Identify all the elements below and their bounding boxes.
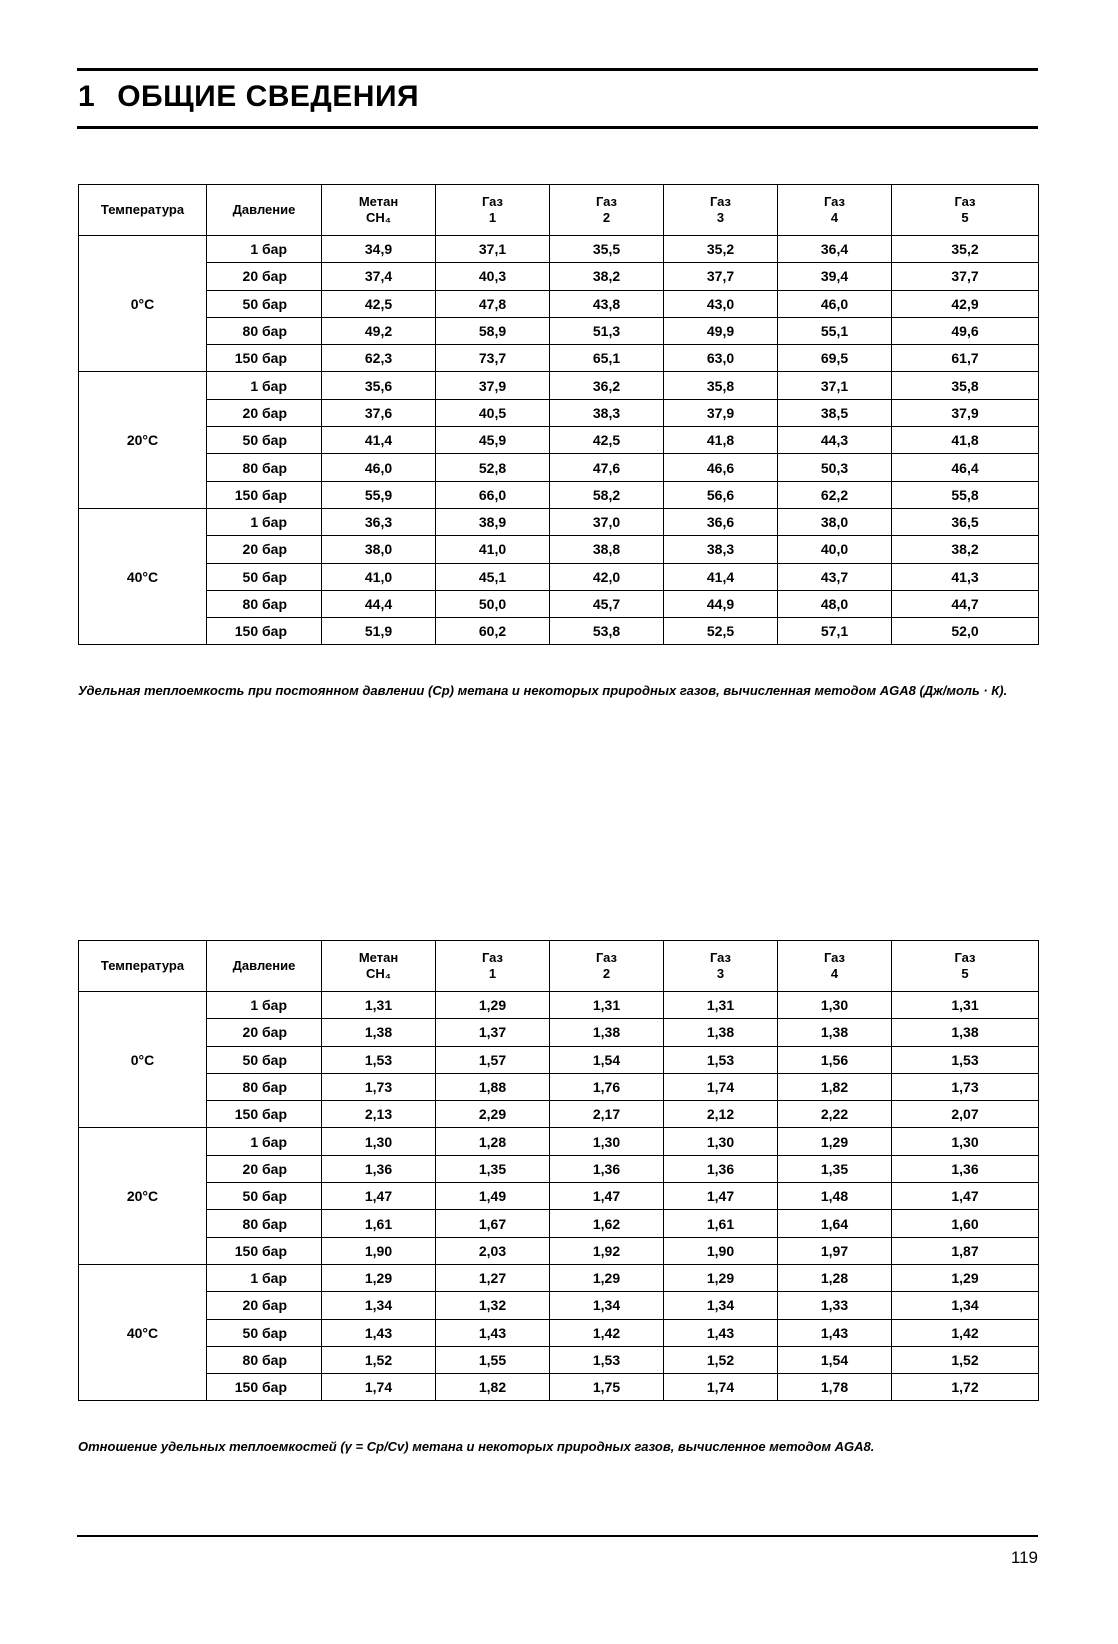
value-cell: 1,74: [664, 1374, 778, 1401]
value-cell: 40,5: [436, 399, 550, 426]
column-header: Газ 3: [664, 185, 778, 236]
pressure-cell: 150 бар: [207, 1101, 322, 1128]
pressure-cell: 80 бар: [207, 1210, 322, 1237]
pressure-cell: 20 бар: [207, 1292, 322, 1319]
pressure-cell: 1 бар: [207, 236, 322, 263]
value-cell: 42,9: [892, 290, 1039, 317]
value-cell: 66,0: [436, 481, 550, 508]
column-header: Газ 1: [436, 185, 550, 236]
value-cell: 49,9: [664, 317, 778, 344]
column-header: Газ 5: [892, 941, 1039, 992]
table-row: [79, 481, 1039, 508]
table-row: [79, 1292, 1039, 1319]
value-cell: 1,52: [322, 1346, 436, 1373]
cp-table: [78, 184, 1039, 645]
value-cell: 2,07: [892, 1101, 1039, 1128]
value-cell: 1,47: [664, 1183, 778, 1210]
value-cell: 34,9: [322, 236, 436, 263]
value-cell: 1,67: [436, 1210, 550, 1237]
value-cell: 1,38: [322, 1019, 436, 1046]
value-cell: 1,82: [436, 1374, 550, 1401]
value-cell: 43,8: [550, 290, 664, 317]
value-cell: 52,0: [892, 618, 1039, 645]
value-cell: 1,31: [322, 992, 436, 1019]
table-row: [79, 992, 1039, 1019]
value-cell: 1,37: [436, 1019, 550, 1046]
value-cell: 55,8: [892, 481, 1039, 508]
value-cell: 69,5: [778, 345, 892, 372]
value-cell: 44,7: [892, 590, 1039, 617]
value-cell: 37,9: [436, 372, 550, 399]
table-row: [79, 372, 1039, 399]
value-cell: 38,9: [436, 508, 550, 535]
value-cell: 37,6: [322, 399, 436, 426]
value-cell: 44,4: [322, 590, 436, 617]
value-cell: 2,12: [664, 1101, 778, 1128]
temperature-cell: 40°C: [79, 508, 207, 644]
value-cell: 35,6: [322, 372, 436, 399]
pressure-cell: 80 бар: [207, 590, 322, 617]
pressure-cell: 1 бар: [207, 1264, 322, 1291]
pressure-cell: 1 бар: [207, 508, 322, 535]
table-row: [79, 1155, 1039, 1182]
value-cell: 1,43: [436, 1319, 550, 1346]
value-cell: 1,43: [322, 1319, 436, 1346]
value-cell: 1,48: [778, 1183, 892, 1210]
column-header: Газ 1: [436, 941, 550, 992]
value-cell: 1,64: [778, 1210, 892, 1237]
value-cell: 46,0: [322, 454, 436, 481]
pressure-cell: 150 бар: [207, 345, 322, 372]
value-cell: 36,3: [322, 508, 436, 535]
value-cell: 1,34: [322, 1292, 436, 1319]
value-cell: 1,34: [550, 1292, 664, 1319]
value-cell: 45,9: [436, 427, 550, 454]
value-cell: 1,47: [322, 1183, 436, 1210]
page-number: 119: [1010, 1548, 1038, 1567]
value-cell: 1,53: [550, 1346, 664, 1373]
value-cell: 1,87: [892, 1237, 1039, 1264]
value-cell: 65,1: [550, 345, 664, 372]
value-cell: 1,31: [892, 992, 1039, 1019]
value-cell: 35,2: [892, 236, 1039, 263]
table-row: [79, 345, 1039, 372]
value-cell: 1,47: [892, 1183, 1039, 1210]
page-title: [78, 80, 419, 114]
value-cell: 1,78: [778, 1374, 892, 1401]
value-cell: 1,32: [436, 1292, 550, 1319]
value-cell: 38,2: [892, 536, 1039, 563]
value-cell: 60,2: [436, 618, 550, 645]
title-rule: [77, 126, 1038, 129]
table-row: [79, 618, 1039, 645]
value-cell: 1,53: [892, 1046, 1039, 1073]
value-cell: 41,4: [664, 563, 778, 590]
value-cell: 42,5: [550, 427, 664, 454]
column-header: Газ 2: [550, 185, 664, 236]
value-cell: 37,7: [664, 263, 778, 290]
value-cell: 1,27: [436, 1264, 550, 1291]
value-cell: 1,61: [322, 1210, 436, 1237]
value-cell: 1,29: [436, 992, 550, 1019]
value-cell: 58,2: [550, 481, 664, 508]
value-cell: 36,5: [892, 508, 1039, 535]
value-cell: 38,3: [664, 536, 778, 563]
value-cell: 58,9: [436, 317, 550, 344]
value-cell: 1,30: [550, 1128, 664, 1155]
value-cell: 1,72: [892, 1374, 1039, 1401]
value-cell: 1,42: [892, 1319, 1039, 1346]
table-row: [79, 1210, 1039, 1237]
value-cell: 1,30: [664, 1128, 778, 1155]
value-cell: 41,0: [322, 563, 436, 590]
value-cell: 2,29: [436, 1101, 550, 1128]
pressure-cell: 80 бар: [207, 1073, 322, 1100]
value-cell: 62,3: [322, 345, 436, 372]
value-cell: 1,29: [322, 1264, 436, 1291]
column-header: Давление: [207, 185, 322, 236]
value-cell: 1,28: [778, 1264, 892, 1291]
gamma-table: [78, 940, 1039, 1401]
value-cell: 52,8: [436, 454, 550, 481]
column-header: Газ 2: [550, 941, 664, 992]
value-cell: 1,34: [664, 1292, 778, 1319]
value-cell: 36,2: [550, 372, 664, 399]
value-cell: 37,1: [778, 372, 892, 399]
value-cell: 1,92: [550, 1237, 664, 1264]
column-header: Температура: [79, 941, 207, 992]
value-cell: 37,7: [892, 263, 1039, 290]
value-cell: 1,36: [322, 1155, 436, 1182]
pressure-cell: 20 бар: [207, 1155, 322, 1182]
value-cell: 46,0: [778, 290, 892, 317]
value-cell: 1,31: [664, 992, 778, 1019]
temperature-cell: 20°C: [79, 372, 207, 508]
value-cell: 49,2: [322, 317, 436, 344]
pressure-cell: 50 бар: [207, 290, 322, 317]
table-row: [79, 508, 1039, 535]
value-cell: 1,29: [778, 1128, 892, 1155]
value-cell: 38,0: [322, 536, 436, 563]
pressure-cell: 50 бар: [207, 563, 322, 590]
value-cell: 46,6: [664, 454, 778, 481]
value-cell: 1,30: [778, 992, 892, 1019]
pressure-cell: 20 бар: [207, 399, 322, 426]
value-cell: 1,30: [322, 1128, 436, 1155]
value-cell: 44,3: [778, 427, 892, 454]
value-cell: 53,8: [550, 618, 664, 645]
value-cell: 41,4: [322, 427, 436, 454]
pressure-cell: 50 бар: [207, 427, 322, 454]
value-cell: 1,49: [436, 1183, 550, 1210]
pressure-cell: 80 бар: [207, 317, 322, 344]
temperature-cell: 40°C: [79, 1264, 207, 1400]
value-cell: 1,38: [892, 1019, 1039, 1046]
value-cell: 1,55: [436, 1346, 550, 1373]
value-cell: 1,38: [550, 1019, 664, 1046]
value-cell: 45,1: [436, 563, 550, 590]
value-cell: 62,2: [778, 481, 892, 508]
table-row: [79, 317, 1039, 344]
value-cell: 1,53: [664, 1046, 778, 1073]
value-cell: 1,28: [436, 1128, 550, 1155]
value-cell: 50,3: [778, 454, 892, 481]
table-row: [79, 263, 1039, 290]
value-cell: 1,35: [778, 1155, 892, 1182]
column-header: Давление: [207, 941, 322, 992]
value-cell: 1,61: [664, 1210, 778, 1237]
value-cell: 1,90: [322, 1237, 436, 1264]
column-header: Газ 4: [778, 185, 892, 236]
value-cell: 1,76: [550, 1073, 664, 1100]
pressure-cell: 50 бар: [207, 1183, 322, 1210]
value-cell: 37,9: [892, 399, 1039, 426]
pressure-cell: 20 бар: [207, 536, 322, 563]
value-cell: 38,2: [550, 263, 664, 290]
bottom-rule: [77, 1535, 1038, 1537]
pressure-cell: 50 бар: [207, 1046, 322, 1073]
table-row: [79, 590, 1039, 617]
value-cell: 40,0: [778, 536, 892, 563]
header-row: [79, 185, 1039, 236]
value-cell: 44,9: [664, 590, 778, 617]
value-cell: 41,3: [892, 563, 1039, 590]
value-cell: 1,56: [778, 1046, 892, 1073]
value-cell: 1,57: [436, 1046, 550, 1073]
pressure-cell: 80 бар: [207, 1346, 322, 1373]
value-cell: 55,1: [778, 317, 892, 344]
value-cell: 37,1: [436, 236, 550, 263]
value-cell: 38,3: [550, 399, 664, 426]
value-cell: 73,7: [436, 345, 550, 372]
value-cell: 41,0: [436, 536, 550, 563]
value-cell: 1,73: [892, 1073, 1039, 1100]
column-header: Газ 3: [664, 941, 778, 992]
value-cell: 57,1: [778, 618, 892, 645]
pressure-cell: 150 бар: [207, 1237, 322, 1264]
value-cell: 63,0: [664, 345, 778, 372]
value-cell: 1,29: [550, 1264, 664, 1291]
value-cell: 1,88: [436, 1073, 550, 1100]
table-row: [79, 1019, 1039, 1046]
value-cell: 1,97: [778, 1237, 892, 1264]
value-cell: 1,74: [664, 1073, 778, 1100]
table-row: [79, 1183, 1039, 1210]
value-cell: 2,03: [436, 1237, 550, 1264]
table-row: [79, 536, 1039, 563]
pressure-cell: 80 бар: [207, 454, 322, 481]
value-cell: 49,6: [892, 317, 1039, 344]
temperature-cell: 20°C: [79, 1128, 207, 1264]
section-title: ОБЩИЕ СВЕДЕНИЯ: [117, 80, 420, 113]
table-row: [79, 1319, 1039, 1346]
table-row: [79, 399, 1039, 426]
value-cell: 1,82: [778, 1073, 892, 1100]
section-number: 1: [78, 80, 96, 113]
value-cell: 1,34: [892, 1292, 1039, 1319]
column-header: Метан CH₄: [322, 941, 436, 992]
value-cell: 1,62: [550, 1210, 664, 1237]
value-cell: 1,52: [664, 1346, 778, 1373]
table-row: [79, 1101, 1039, 1128]
table-row: [79, 454, 1039, 481]
table-row: [79, 1374, 1039, 1401]
table-row: [79, 427, 1039, 454]
value-cell: 47,8: [436, 290, 550, 317]
value-cell: 37,9: [664, 399, 778, 426]
value-cell: 1,54: [778, 1346, 892, 1373]
temperature-cell: 0°C: [79, 236, 207, 372]
value-cell: 1,35: [436, 1155, 550, 1182]
value-cell: 1,33: [778, 1292, 892, 1319]
value-cell: 36,4: [778, 236, 892, 263]
pressure-cell: 1 бар: [207, 1128, 322, 1155]
value-cell: 47,6: [550, 454, 664, 481]
temperature-cell: 0°C: [79, 992, 207, 1128]
pressure-cell: 150 бар: [207, 618, 322, 645]
value-cell: 51,9: [322, 618, 436, 645]
pressure-cell: 50 бар: [207, 1319, 322, 1346]
value-cell: 43,0: [664, 290, 778, 317]
value-cell: 39,4: [778, 263, 892, 290]
value-cell: 37,0: [550, 508, 664, 535]
value-cell: 1,73: [322, 1073, 436, 1100]
value-cell: 38,8: [550, 536, 664, 563]
value-cell: 2,22: [778, 1101, 892, 1128]
pressure-cell: 150 бар: [207, 1374, 322, 1401]
value-cell: 1,60: [892, 1210, 1039, 1237]
cp-table-caption: Удельная теплоемкость при постоянном давлении (Cp) метана и некоторых природных газов, вычисленная методом AGA8 (Дж/моль · К).: [78, 683, 1008, 698]
pressure-cell: 20 бар: [207, 263, 322, 290]
value-cell: 1,36: [892, 1155, 1039, 1182]
table-row: [79, 1237, 1039, 1264]
value-cell: 1,31: [550, 992, 664, 1019]
value-cell: 46,4: [892, 454, 1039, 481]
column-header: Температура: [79, 185, 207, 236]
value-cell: 42,5: [322, 290, 436, 317]
value-cell: 52,5: [664, 618, 778, 645]
value-cell: 61,7: [892, 345, 1039, 372]
value-cell: 1,29: [892, 1264, 1039, 1291]
value-cell: 55,9: [322, 481, 436, 508]
table-row: [79, 290, 1039, 317]
value-cell: 1,42: [550, 1319, 664, 1346]
value-cell: 1,36: [664, 1155, 778, 1182]
pressure-cell: 150 бар: [207, 481, 322, 508]
pressure-cell: 20 бар: [207, 1019, 322, 1046]
value-cell: 1,43: [778, 1319, 892, 1346]
value-cell: 40,3: [436, 263, 550, 290]
value-cell: 43,7: [778, 563, 892, 590]
table-row: [79, 236, 1039, 263]
value-cell: 2,17: [550, 1101, 664, 1128]
table-row: [79, 1346, 1039, 1373]
column-header: Газ 4: [778, 941, 892, 992]
value-cell: 1,75: [550, 1374, 664, 1401]
gamma-table-caption: Отношение удельных теплоемкостей (γ = Cp/Cv) метана и некоторых природных газов, вычисленное методом AGA8.: [78, 1439, 875, 1454]
value-cell: 35,2: [664, 236, 778, 263]
value-cell: 38,0: [778, 508, 892, 535]
value-cell: 35,8: [664, 372, 778, 399]
value-cell: 1,54: [550, 1046, 664, 1073]
value-cell: 1,43: [664, 1319, 778, 1346]
value-cell: 1,52: [892, 1346, 1039, 1373]
value-cell: 35,5: [550, 236, 664, 263]
table-row: [79, 1264, 1039, 1291]
value-cell: 1,38: [664, 1019, 778, 1046]
value-cell: 1,38: [778, 1019, 892, 1046]
value-cell: 35,8: [892, 372, 1039, 399]
column-header: Метан CH₄: [322, 185, 436, 236]
value-cell: 1,53: [322, 1046, 436, 1073]
pressure-cell: 1 бар: [207, 372, 322, 399]
value-cell: 45,7: [550, 590, 664, 617]
value-cell: 1,90: [664, 1237, 778, 1264]
value-cell: 1,74: [322, 1374, 436, 1401]
table-row: [79, 1046, 1039, 1073]
value-cell: 1,30: [892, 1128, 1039, 1155]
value-cell: 1,29: [664, 1264, 778, 1291]
value-cell: 38,5: [778, 399, 892, 426]
value-cell: 42,0: [550, 563, 664, 590]
value-cell: 1,47: [550, 1183, 664, 1210]
top-rule: [77, 68, 1038, 71]
value-cell: 41,8: [664, 427, 778, 454]
value-cell: 1,36: [550, 1155, 664, 1182]
table-row: [79, 563, 1039, 590]
value-cell: 51,3: [550, 317, 664, 344]
value-cell: 50,0: [436, 590, 550, 617]
column-header: Газ 5: [892, 185, 1039, 236]
header-row: [79, 941, 1039, 992]
table-row: [79, 1073, 1039, 1100]
value-cell: 36,6: [664, 508, 778, 535]
value-cell: 56,6: [664, 481, 778, 508]
table-row: [79, 1128, 1039, 1155]
value-cell: 37,4: [322, 263, 436, 290]
pressure-cell: 1 бар: [207, 992, 322, 1019]
value-cell: 2,13: [322, 1101, 436, 1128]
value-cell: 41,8: [892, 427, 1039, 454]
value-cell: 48,0: [778, 590, 892, 617]
